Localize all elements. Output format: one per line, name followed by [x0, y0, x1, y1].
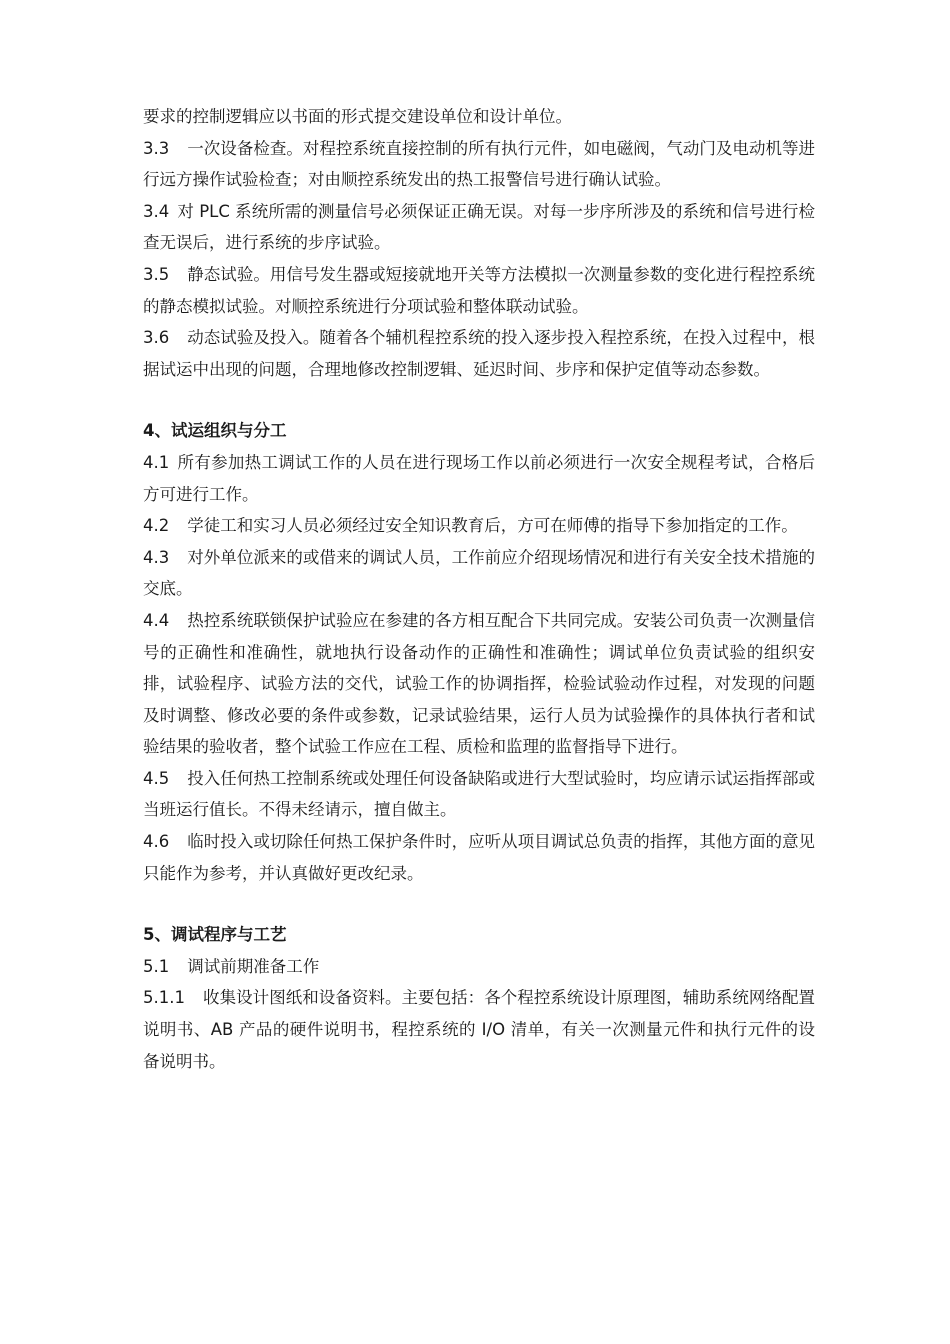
section-5-heading: 5、调试程序与工艺	[143, 925, 287, 945]
clause-number: 3.3	[143, 138, 170, 158]
paragraph-3-3	[143, 133, 815, 196]
paragraph-text: 对外单位派来的或借来的调试人员，工作前应介绍现场情况和进行有关安全技术措施的交底。	[143, 547, 815, 599]
clause-number: 4.4	[143, 610, 170, 630]
paragraph-3-5	[143, 259, 815, 322]
paragraph-text: 对 PLC 系统所需的测量信号必须保证正确无误。对每一步序所涉及的系统和信号进行检查无误后，进行系统的步序试验。	[143, 201, 815, 253]
paragraph-5-1	[143, 951, 815, 983]
clause-number: 5.1	[143, 956, 170, 976]
clause-number: 4.1	[143, 452, 170, 472]
paragraph-3-2-continuation	[143, 101, 815, 133]
paragraph-text: 临时投入或切除任何热工保护条件时，应听从项目调试总负责的指挥，其他方面的意见只能作为参考，并认真做好更改纪录。	[143, 832, 815, 883]
clause-number: 3.4	[143, 201, 170, 221]
paragraph-4-5	[143, 763, 815, 826]
paragraph-text: 一次设备检查。对程控系统直接控制的所有执行元件，如电磁阀，气动门及电动机等进行远方操作试验检查；对由顺控系统发出的热工报警信号进行确认试验。	[143, 138, 815, 190]
paragraph-text: 学徒工和实习人员必须经过安全知识教育后，方可在师傅的指导下参加指定的工作。	[187, 516, 798, 536]
paragraph-text: 热控系统联锁保护试验应在参建的各方相互配合下共同完成。安装公司负责一次测量信号的正确性和准确性，就地执行设备动作的正确性和准确性；调试单位负责试验的组织安排，试验程序、试验方法的交代，试验工作的协调指挥，检验试验动作过程，对发现的问题及时调整、修改必要的条件或参数，记录试验结果，运行人员为试验操作的具体执行者和试验结果的验收者，整个试验工作应在工程、质检和监理的监督指导下进行。	[143, 610, 815, 757]
clause-number: 3.5	[143, 264, 170, 284]
paragraph-5-1-1	[143, 982, 815, 1077]
paragraph-text: 投入任何热工控制系统或处理任何设备缺陷或进行大型试验时，均应请示试运指挥部或当班运行值长。不得未经请示，擅自做主。	[143, 768, 815, 820]
clause-number: 4.2	[143, 516, 170, 536]
document-page	[143, 101, 815, 1077]
paragraph-text: 收集设计图纸和设备资料。主要包括：各个程控系统设计原理图，辅助系统网络配置说明书、AB 产品的硬件说明书，程控系统的 I/O 清单，有关一次测量元件和执行元件的设备说明书。	[143, 988, 815, 1071]
section-gap	[143, 889, 815, 919]
paragraph-4-2	[143, 510, 815, 542]
section-4-heading: 4、试运组织与分工	[143, 421, 287, 441]
paragraph-3-6	[143, 322, 815, 385]
paragraph-4-4	[143, 605, 815, 763]
section-gap	[143, 385, 815, 415]
paragraph-text: 调试前期准备工作	[187, 956, 320, 976]
clause-number: 3.6	[143, 328, 170, 348]
clause-number: 4.3	[143, 547, 170, 567]
paragraph-text: 要求的控制逻辑应以书面的形式提交建设单位和设计单位。	[143, 107, 572, 126]
clause-number: 5.1.1	[143, 988, 185, 1008]
paragraph-text: 动态试验及投入。随着各个辅机程控系统的投入逐步投入程控系统，在投入过程中，根据试运中出现的问题，合理地修改控制逻辑、延迟时间、步序和保护定值等动态参数。	[143, 328, 815, 379]
paragraph-4-3	[143, 542, 815, 605]
paragraph-4-6	[143, 826, 815, 889]
paragraph-text: 静态试验。用信号发生器或短接就地开关等方法模拟一次测量参数的变化进行程控系统的静态模拟试验。对顺控系统进行分项试验和整体联动试验。	[143, 264, 815, 316]
clause-number: 4.6	[143, 832, 170, 852]
paragraph-text: 所有参加热工调试工作的人员在进行现场工作以前必须进行一次安全规程考试，合格后方可进行工作。	[143, 452, 815, 504]
paragraph-3-4	[143, 196, 815, 259]
clause-number: 4.5	[143, 768, 170, 788]
paragraph-4-1	[143, 447, 815, 510]
